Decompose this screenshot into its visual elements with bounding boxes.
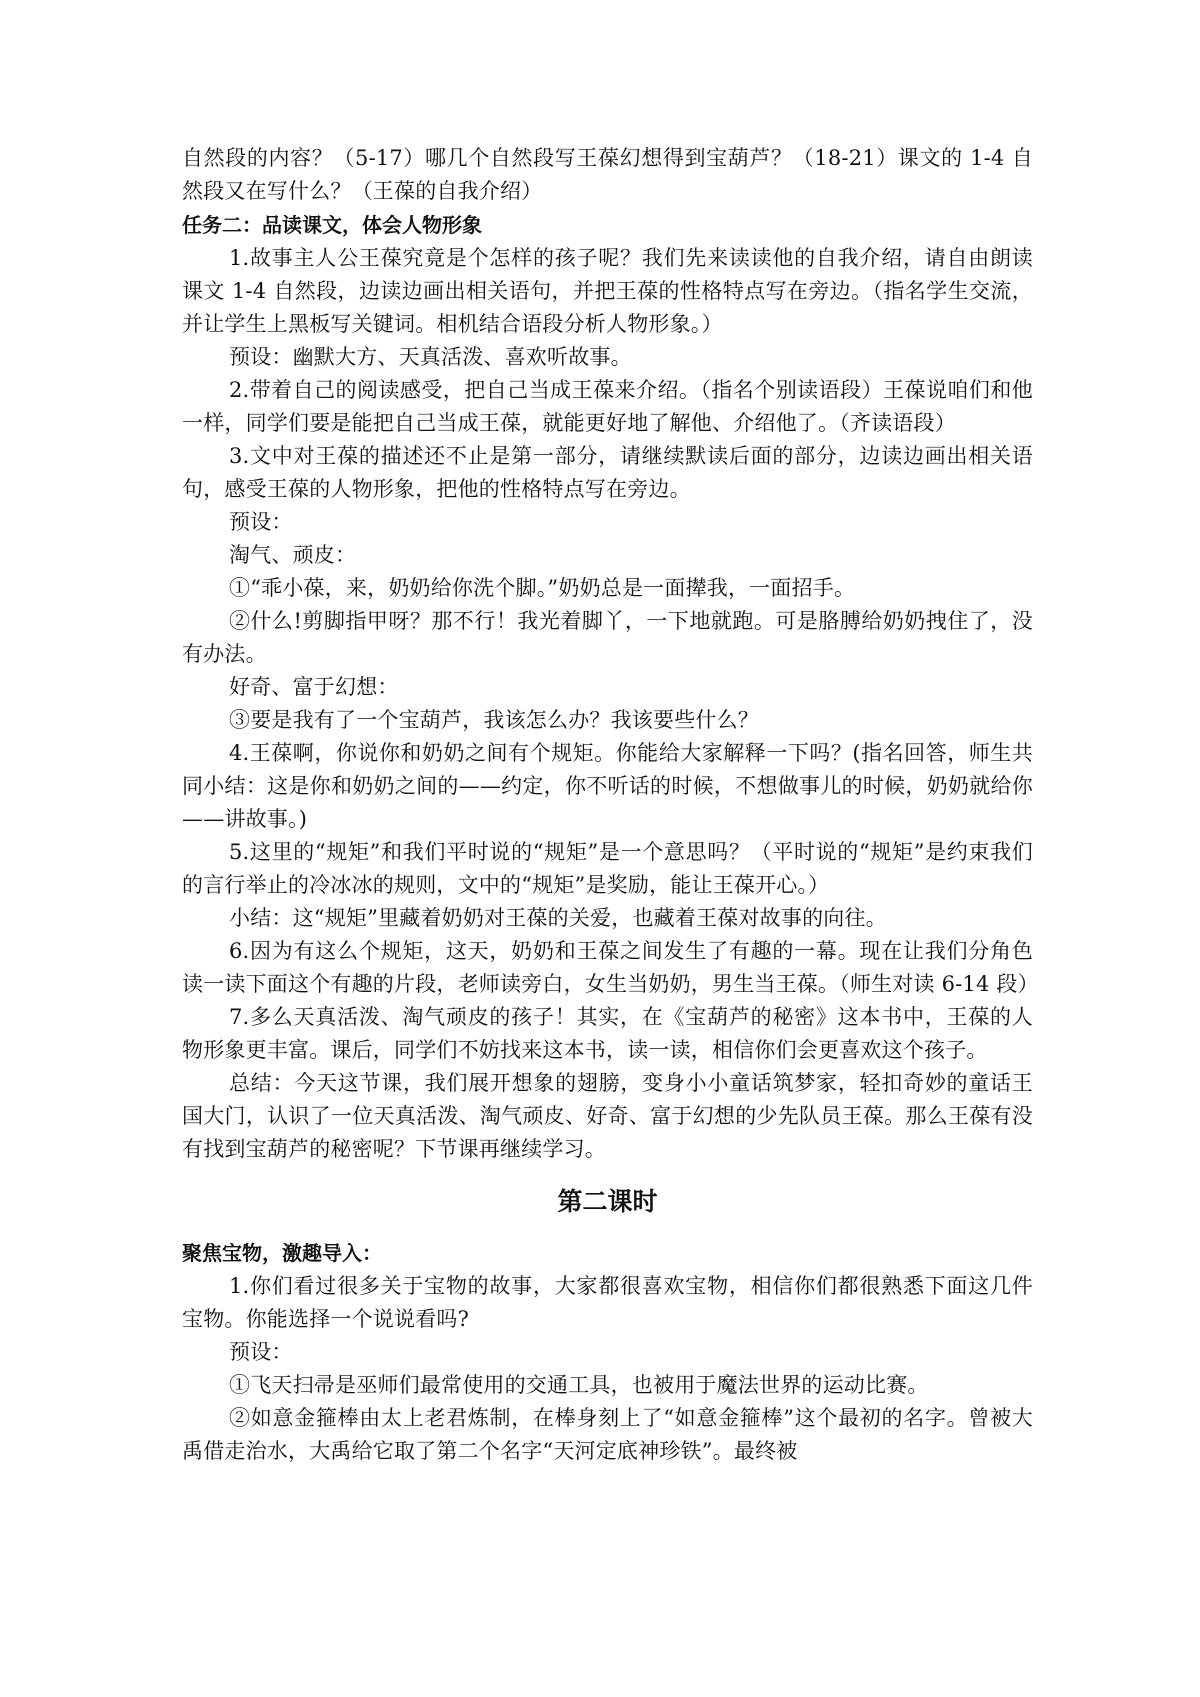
paragraph: 预设：幽默大方、天真活泼、喜欢听故事。: [229, 345, 632, 369]
paragraph: 6.因为有这么个规矩，这天，奶奶和王葆之间发生了有趣的一幕。现在让我们分角色读一读下面这个有趣的片段，老师读旁白，女生当奶奶，男生当王葆。（师生对读 6-14 段）: [182, 939, 1039, 996]
paragraph: 1.你们看过很多关于宝物的故事，大家都很喜欢宝物，相信你们都很熟悉下面这几件宝物。你能选择一个说说看吗?: [182, 1274, 1033, 1331]
document-body: [182, 142, 1039, 1468]
paragraph: 小结：这“规矩”里藏着奶奶对王葆的关爱，也藏着王葆对故事的向往。: [229, 906, 887, 930]
paragraph: 4.王葆啊，你说你和奶奶之间有个规矩。你能给大家解释一下吗？(指名回答，师生共同小结：这是你和奶奶之间的——约定，你不听话的时候，不想做事儿的时候，奶奶就给你——讲故事。): [182, 741, 1033, 831]
task-heading: 任务二：品读课文，体会人物形象: [182, 213, 482, 237]
paragraph: ②什么!剪脚指甲呀？那不行！我光着脚丫，一下地就跑。可是胳膊给奶奶拽住了，没有办法。: [182, 609, 1033, 666]
paragraph: 1.故事主人公王葆究竟是个怎样的孩子呢？我们先来读读他的自我介绍，请自由朗读课文 1-4 自然段，边读边画出相关语句，并把王葆的性格特点写在旁边。（指名学生交流，并让学生上黑板写关键词。相机结合语段分析人物形象。）: [182, 246, 1033, 336]
paragraph: 预设：: [229, 510, 293, 534]
paragraph: 自然段的内容？（5-17）哪几个自然段写王葆幻想得到宝葫芦？（18-21）课文的 1-4 自然段又在写什么？（王葆的自我介绍）: [182, 146, 1033, 203]
task-heading: 聚焦宝物，激趣导入：: [182, 1241, 382, 1265]
paragraph: ①飞天扫帚是巫师们最常使用的交通工具，也被用于魔法世界的运动比赛。: [229, 1373, 929, 1397]
paragraph: ③要是我有了一个宝葫芦，我该怎么办？我该要些什么？: [229, 708, 759, 732]
paragraph: 5.这里的“规矩”和我们平时说的“规矩”是一个意思吗？（平时说的“规矩”是约束我们的言行举止的冷冰冰的规则，文中的“规矩”是奖励，能让王葆开心。）: [182, 840, 1033, 897]
paragraph: 预设：: [229, 1340, 293, 1364]
paragraph: ②如意金箍棒由太上老君炼制，在棒身刻上了“如意金箍棒”这个最初的名字。曾被大禹借走治水，大禹给它取了第二个名字“天河定底神珍铁”。最终被: [182, 1406, 1033, 1463]
paragraph: 3.文中对王葆的描述还不止是第一部分，请继续默读后面的部分，边读边画出相关语句，感受王葆的人物形象，把他的性格特点写在旁边。: [182, 444, 1033, 501]
paragraph: 好奇、富于幻想：: [229, 675, 399, 699]
paragraph: 淘气、顽皮：: [229, 543, 357, 567]
paragraph: 7.多么天真活泼、淘气顽皮的孩子！其实，在《宝葫芦的秘密》这本书中，王葆的人物形象更丰富。课后，同学们不妨找来这本书，读一读，相信你们会更喜欢这个孩子。: [182, 1005, 1033, 1062]
paragraph: 2.带着自己的阅读感受，把自己当成王葆来介绍。（指名个别读语段）王葆说咱们和他一样，同学们要是能把自己当成王葆，就能更好地了解他、介绍他了。（齐读语段）: [182, 378, 1033, 435]
paragraph: ①“乖小葆，来，奶奶给你洗个脚。”奶奶总是一面撵我，一面招手。: [229, 576, 856, 600]
paragraph: 总结：今天这节课，我们展开想象的翅膀，变身小小童话筑梦家，轻扣奇妙的童话王国大门，认识了一位天真活泼、淘气顽皮、好奇、富于幻想的少先队员王葆。那么王葆有没有找到宝葫芦的秘密呢？下节课再继续学习。: [182, 1071, 1033, 1161]
section-title: 第二课时: [557, 1187, 658, 1216]
